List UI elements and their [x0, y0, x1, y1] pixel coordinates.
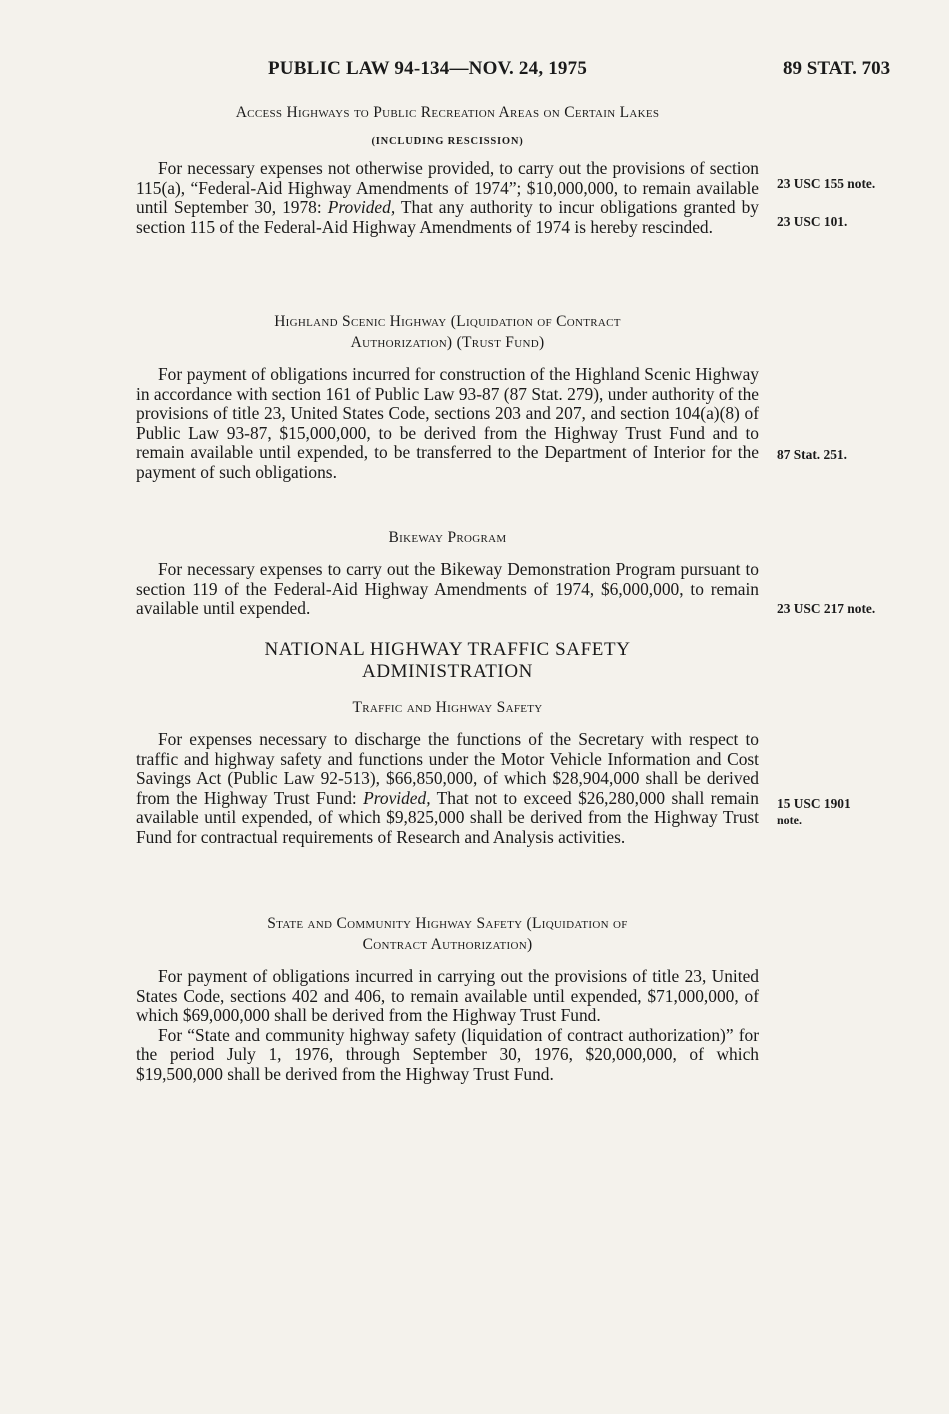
section-paragraph: For payment of obligations incurred in carrying out the provisions of title 23, United States Code, sections 402 and 406, to remain available until expended, $71,000,000, of which $69,000,000 shall be derived from the Highway Trust Fund.	[136, 966, 759, 1026]
section-heading-line2: Authorization) (Trust Fund)	[350, 334, 545, 351]
section-heading: Bikeway Program	[388, 529, 507, 546]
section-heading: Traffic and Highway Safety	[352, 699, 543, 716]
section-highland-scenic	[136, 311, 759, 483]
section-paragraph: For “State and community highway safety (liquidation of contract authorization)” for the period July 1, 1976, through September 30, 1976, $20,000,000, of which $19,500,000 shall be derived from the Highway Trust Fund.	[136, 1024, 759, 1084]
section-paragraph: For necessary expenses to carry out the Bikeway Demonstration Program pursuant to section 119 of the Federal-Aid Highway Amendments of 1974, $6,000,000, to remain available until expended.	[136, 559, 759, 619]
provided-clause: Provided,	[327, 197, 396, 218]
margin-note-line: note.	[777, 813, 802, 827]
paragraph-text: That not to exceed $26,280,000 shall remain available until expended, of which $9,825,000 shall be derived from the Highway Trust Fund for contractual requirements of Research and Analysis activities.	[136, 787, 759, 847]
section-paragraph	[136, 730, 759, 848]
section-subheading: (INCLUDING RESCISSION)	[371, 136, 524, 147]
section-access-highways	[136, 102, 759, 237]
section-paragraph	[136, 159, 759, 237]
margin-note: 87 Stat. 251.	[777, 447, 847, 462]
agency-heading-line1: NATIONAL HIGHWAY TRAFFIC SAFETY	[264, 639, 631, 660]
margin-note: 23 USC 101.	[777, 214, 848, 229]
page-header-stat: 89 STAT. 703	[783, 58, 891, 79]
provided-clause: Provided,	[363, 787, 431, 808]
margin-note-line: 15 USC 1901	[777, 796, 851, 811]
margin-note: 23 USC 155 note.	[777, 176, 876, 191]
section-heading: Access Highways to Public Recreation Areas on Certain Lakes	[235, 104, 660, 121]
section-heading-line2: Contract Authorization)	[362, 936, 533, 953]
section-heading-line1: Highland Scenic Highway (Liquidation of Contract	[274, 313, 621, 330]
section-heading-line1: State and Community Highway Safety (Liquidation of	[267, 915, 628, 932]
section-traffic-safety	[136, 697, 759, 848]
agency-heading	[136, 639, 759, 683]
section-bikeway	[136, 527, 759, 619]
margin-note	[777, 796, 907, 828]
section-state-community	[136, 913, 759, 1085]
margin-note: 23 USC 217 note.	[777, 601, 876, 616]
page-header-title: PUBLIC LAW 94-134—NOV. 24, 1975	[268, 58, 588, 79]
paragraph-text: For expenses necessary to discharge the functions of the Secretary with respect to traffic and highway safety and functions under the Motor Vehicle Information and Cost Savings Act (Public Law 92-513), $66,850,000, of which $28,904,000 shall be derived from the Highway Trust Fund:	[136, 729, 759, 808]
agency-heading-line2: ADMINISTRATION	[362, 661, 533, 682]
paragraph-text: For necessary expenses not otherwise provided, to carry out the provisions of section 115(a), “Federal-Aid Highway Amendments of 1974”; $10,000,000, to remain available until September 30, 1978:	[136, 158, 759, 218]
section-paragraph: For payment of obligations incurred for construction of the Highland Scenic Highway in accordance with section 161 of Public Law 93-87 (87 Stat. 279), under authority of the provisions of title 23, United States Code, sections 203 and 207, and section 104(a)(8) of Public Law 93-87, $15,000,000, to be derived from the Highway Trust Fund and to remain available until expended, to be transferred to the Department of Interior for the payment of such obligations.	[136, 364, 759, 482]
paragraph-text: That any authority to incur obligations granted by section 115 of the Federal-Aid Highway Amendments of 1974 is hereby rescinded.	[136, 197, 759, 237]
